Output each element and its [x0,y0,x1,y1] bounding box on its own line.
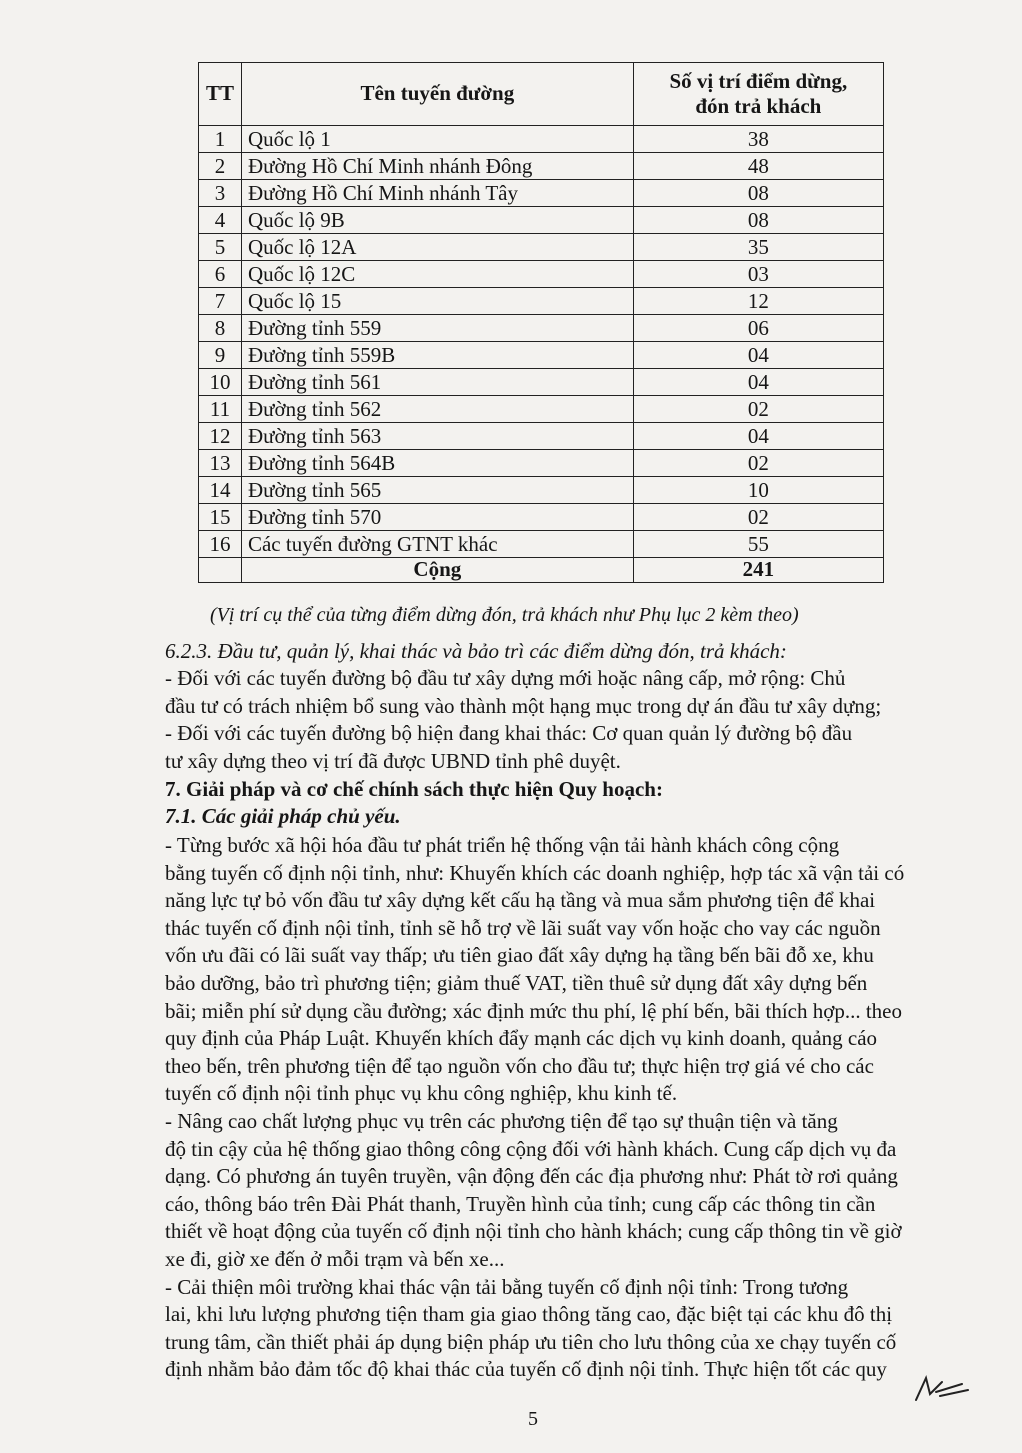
text-line: năng lực tự bỏ vốn đầu tư xây dựng kết cấu hạ tầng và mua sắm phương tiện để khai [165,888,876,913]
stop-points-table [198,62,884,583]
cell-route: Đường tỉnh 564B [241,450,633,477]
cell-route: Đường tỉnh 559 [241,315,633,342]
text-line: - Đối với các tuyến đường bộ đầu tư xây dựng mới hoặc nâng cấp, mở rộng: Chủ [165,666,846,690]
table-row [199,180,884,207]
table-row [199,531,884,558]
cell-tt: 2 [199,153,242,180]
table-total-row [199,558,884,583]
text-line: dạng. Có phương án tuyên truyền, vận động đến các địa phương như: Phát tờ rơi quảng [165,1164,898,1189]
text-line: tuyến cố định nội tỉnh phục vụ khu công nghiệp, khu kinh tế. [165,1081,678,1106]
table-row [199,288,884,315]
section-71-title: 7.1. Các giải pháp chủ yếu. [165,804,401,828]
text-line: thiết về hoạt động của tuyến cố định nội tỉnh cho hành khách; cung cấp thông tin về giờ [165,1219,902,1244]
text-line: - Cải thiện môi trường khai thác vận tải bằng tuyến cố định nội tỉnh: Trong tương [165,1274,849,1299]
text-line: - Đối với các tuyến đường bộ hiện đang khai thác: Cơ quan quản lý đường bộ đầu [165,721,853,746]
cell-count: 06 [633,315,883,342]
table-row [199,126,884,153]
section-623-body [165,665,955,775]
table-row [199,423,884,450]
cell-tt: 10 [199,369,242,396]
cell-tt: 16 [199,531,242,558]
cell-count: 04 [633,423,883,450]
cell-count: 10 [633,477,883,504]
cell-tt: 6 [199,261,242,288]
cell-count: 02 [633,450,883,477]
section-623-title: 6.2.3. Đầu tư, quản lý, khai thác và bảo trì các điểm dừng đón, trả khách: [165,639,787,663]
text-line: bằng tuyến cố định nội tỉnh, như: Khuyến khích các doanh nghiệp, hợp tác xã vận tải có [165,860,905,885]
cell-route: Quốc lộ 1 [241,126,633,153]
table-body [199,126,884,583]
cell-route: Đường tỉnh 570 [241,504,633,531]
cell-route: Đường tỉnh 561 [241,369,633,396]
cell-tt: 9 [199,342,242,369]
text-line: tư xây dựng theo vị trí đã được UBND tỉnh phê duyệt. [165,748,621,773]
cell-total-label: Cộng [241,558,633,583]
cell-count: 08 [633,180,883,207]
text-line: - Từng bước xã hội hóa đầu tư phát triển hệ thống vận tải hành khách công cộng [165,833,840,857]
cell-route: Quốc lộ 12A [241,234,633,261]
cell-route: Đường Hồ Chí Minh nhánh Đông [241,153,633,180]
cell-count: 02 [633,396,883,423]
cell-count: 04 [633,369,883,396]
text-line: - Nâng cao chất lượng phục vụ trên các phương tiện để tạo sự thuận tiện và tăng [165,1108,838,1133]
header-tt: TT [199,63,242,126]
text-line: bảo dưỡng, bảo trì phương tiện; giảm thuế VAT, tiền thuê sử dụng đất xây dựng bến [165,970,868,995]
cell-tt: 4 [199,207,242,234]
cell-tt: 11 [199,396,242,423]
table-row [199,504,884,531]
cell-route: Đường tỉnh 559B [241,342,633,369]
table-row [199,153,884,180]
cell-count: 48 [633,153,883,180]
cell-tt: 5 [199,234,242,261]
header-count-line1: Số vị trí điểm dừng, [669,68,848,93]
table-row [199,450,884,477]
cell-count: 55 [633,531,883,558]
table-caption: (Vị trí cụ thể của từng điểm dừng đón, trả khách như Phụ lục 2 kèm theo) [210,604,799,626]
table-row [199,315,884,342]
text-line: bãi; miễn phí sử dụng cầu đường; xác định mức thu phí, lệ phí bến, bãi thích hợp... theo [165,998,902,1023]
text-line: quy định của Pháp Luật. Khuyến khích đẩy mạnh các dịch vụ kinh doanh, quảng cáo [165,1026,878,1051]
cell-route: Quốc lộ 12C [241,261,633,288]
cell-count: 08 [633,207,883,234]
header-route: Tên tuyến đường [241,63,633,126]
cell-count: 04 [633,342,883,369]
section-7-title: 7. Giải pháp và cơ chế chính sách thực hiện Quy hoạch: [165,777,663,801]
cell-total-empty [199,558,242,583]
page-number: 5 [528,1408,538,1430]
cell-tt: 8 [199,315,242,342]
cell-count: 12 [633,288,883,315]
table-header-row [199,63,884,126]
table-row [199,234,884,261]
text-line: lai, khi lưu lượng phương tiện tham gia giao thông tăng cao, đặc biệt tại các khu đô thị [165,1302,893,1327]
header-count-line2: đón trả khách [695,94,822,118]
table-row [199,261,884,288]
cell-tt: 14 [199,477,242,504]
text-line: độ tin cậy của hệ thống giao thông công cộng đối với hành khách. Cung cấp dịch vụ đa [165,1136,897,1161]
cell-route: Đường tỉnh 562 [241,396,633,423]
cell-tt: 1 [199,126,242,153]
section-71-body [165,832,955,1384]
cell-count: 38 [633,126,883,153]
table-row [199,207,884,234]
cell-count: 02 [633,504,883,531]
cell-route: Đường tỉnh 565 [241,477,633,504]
cell-tt: 12 [199,423,242,450]
cell-route: Quốc lộ 9B [241,207,633,234]
text-line: đầu tư có trách nhiệm bổ sung vào thành một hạng mục trong dự án đầu tư xây dựng; [165,693,882,718]
text-line: thác tuyến cố định nội tỉnh, tỉnh sẽ hỗ trợ về lãi suất vay vốn hoặc cho vay các nguồn [165,915,881,940]
cell-route: Đường Hồ Chí Minh nhánh Tây [241,180,633,207]
text-line: vốn ưu đãi có lãi suất vay thấp; ưu tiên giao đất xây dựng hạ tầng bến bãi đỗ xe, khu [165,943,874,968]
cell-tt: 13 [199,450,242,477]
cell-route: Các tuyến đường GTNT khác [241,531,633,558]
cell-route: Đường tỉnh 563 [241,423,633,450]
text-line: theo bến, trên phương tiện để tạo nguồn vốn cho đầu tư; thực hiện trợ giá vé cho các [165,1053,874,1078]
cell-route: Quốc lộ 15 [241,288,633,315]
header-count [633,63,883,126]
text-line: xe đi, giờ xe đến ở mỗi trạm và bến xe... [165,1246,505,1271]
text-line: trung tâm, cần thiết phải áp dụng biện pháp ưu tiên cho lưu thông của xe chạy tuyến cố [165,1329,897,1354]
cell-tt: 7 [199,288,242,315]
cell-tt: 3 [199,180,242,207]
cell-count: 35 [633,234,883,261]
table-row [199,342,884,369]
cell-count: 03 [633,261,883,288]
table-row [199,477,884,504]
text-line: định nhằm bảo đảm tốc độ khai thác của tuyến cố định nội tỉnh. Thực hiện tốt các quy [165,1357,887,1382]
text-line: cáo, thông báo trên Đài Phát thanh, Truyền hình của tỉnh; cung cấp các thông tin cần [165,1191,876,1216]
table-row [199,396,884,423]
cell-tt: 15 [199,504,242,531]
table-row [199,369,884,396]
cell-total-value: 241 [633,558,883,583]
signature-mark [912,1370,972,1406]
